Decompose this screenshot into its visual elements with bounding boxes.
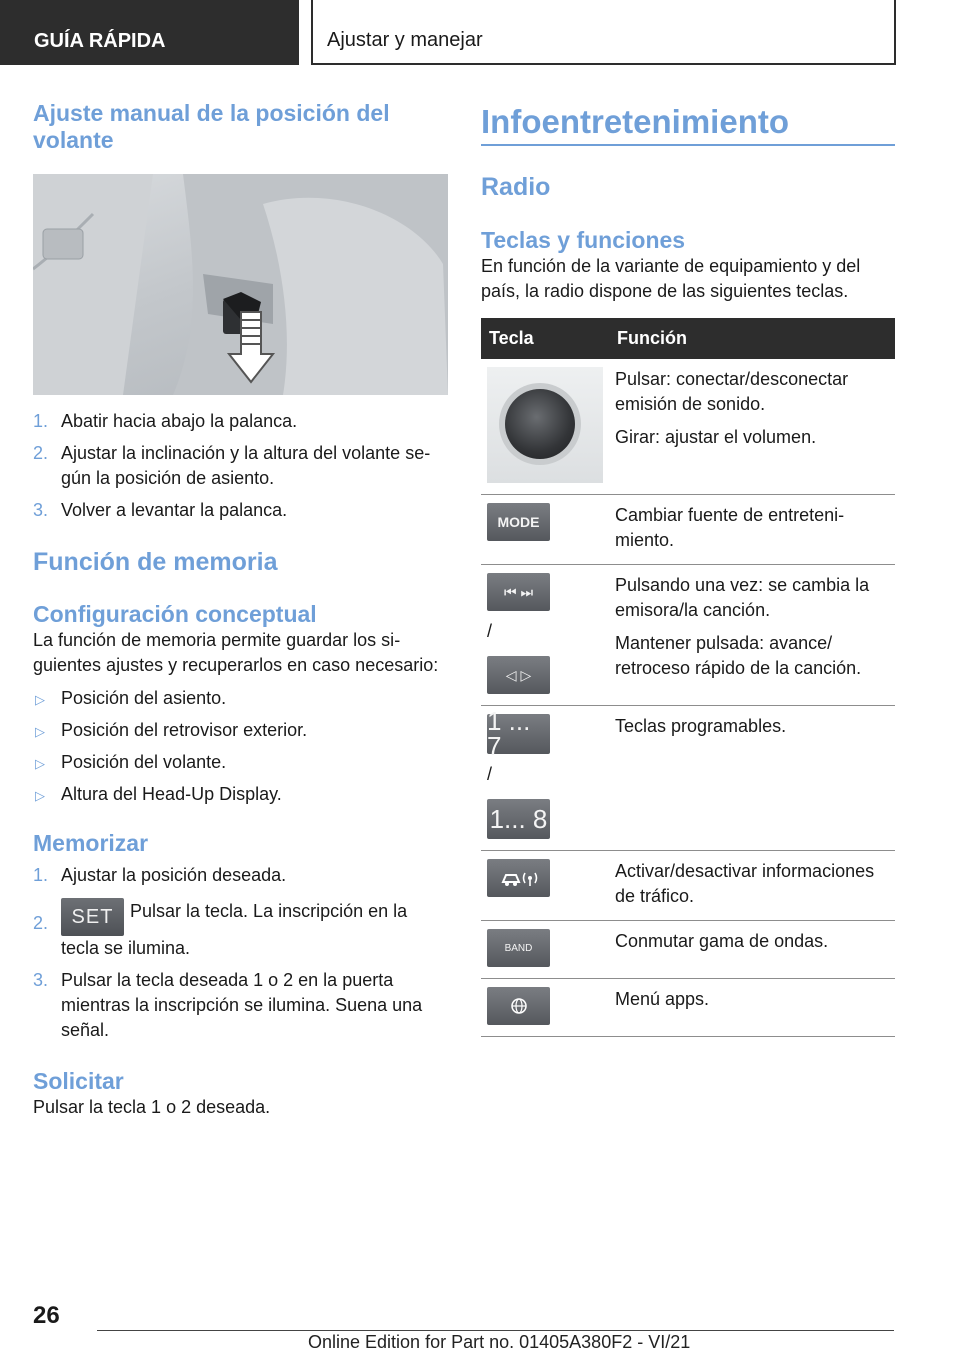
header-chapter: Ajustar y manejar [311,0,896,65]
step-text: Pulsar la tecla deseada 1 o 2 en la puerta mientras la inscripción se ilumina. Suena una señal. [61,970,423,1040]
function-text: Mantener pulsada: avance/ retroceso rápido de la canción. [615,633,862,678]
concept-text: La función de memoria permite guardar los siguientes ajustes y recuperarlos en caso necesario: [33,630,439,675]
item-text: Posición del volante. [61,752,227,772]
step-number: 1. [33,411,49,431]
volume-knob-icon [487,367,603,483]
list-item [33,409,448,434]
function-text: Teclas programables. [609,706,895,851]
list-item [33,863,448,888]
concept-items [33,686,448,807]
list-item [33,718,448,743]
keys-title: Teclas y funciones [481,227,686,253]
triangle-bullet-icon: ▷ [35,724,45,739]
function-text: Pulsar: conectar/desconectar emisión de sonido. [615,369,849,414]
preset-keys-7-icon: 1 ... 7 [487,714,550,754]
step-number: 1. [33,865,49,885]
step-number: 2. [33,913,49,933]
list-item [33,498,448,523]
keys-table [481,318,895,1037]
list-item [33,898,448,961]
traffic-info-icon [487,859,550,897]
mode-key-icon: MODE [487,503,550,541]
item-text: Altura del Head-Up Display. [61,784,282,804]
table-row [481,706,895,851]
step-number: 3. [33,500,49,520]
table-row [481,359,895,495]
table-header-row [481,318,895,359]
footer-edition: Online Edition for Part no. 01405A380F2 - VI/21 [308,1332,691,1352]
skip-keys-icon: ⏮ ⏭ [487,573,550,611]
table-row [481,979,895,1037]
column-header-function: Función [609,318,895,359]
right-column [481,100,895,1037]
list-item [33,782,448,807]
separator: / [487,621,493,641]
steering-lever-image [33,174,448,395]
list-item [33,968,448,1043]
table-row [481,565,895,706]
keys-intro: En función de la variante de equipamiento y del país, la radio dispone de las siguientes teclas. [481,256,861,301]
step-text: Volver a levantar la palanca. [61,500,288,520]
list-item [33,750,448,775]
item-text: Posición del retrovisor exterior. [61,720,308,740]
table-row [481,921,895,979]
separator: / [487,764,493,784]
step-text: Pulsar la tecla. La inscripción en la tecla se ilumina. [61,901,408,958]
table-row [481,495,895,565]
apps-globe-icon [487,987,550,1025]
triangle-bullet-icon: ▷ [35,692,45,707]
steering-title: Ajuste manual de la posición del volante [33,100,390,153]
function-text: Activar/desactivar informaciones de tráfico. [609,851,895,921]
left-column [33,100,448,1120]
concept-title: Configuración conceptual [33,601,317,627]
item-text: Posición del asiento. [61,688,227,708]
recall-text: Pulsar la tecla 1 o 2 deseada. [33,1097,271,1117]
step-number: 2. [33,443,49,463]
page-number: 26 [33,1302,60,1329]
recall-title: Solicitar [33,1068,124,1094]
triangle-bullet-icon: ▷ [35,756,45,771]
function-text: Pulsando una vez: se cambia la emisora/la canción. [615,575,870,620]
arrow-keys-icon: ◁ ▷ [487,656,550,694]
step-text: Ajustar la inclinación y la altura del volante según la posición de asiento. [61,443,431,488]
header-section: GUÍA RÁPIDA [0,0,299,65]
steering-lever-illustration [33,174,448,395]
store-steps [33,863,448,1043]
step-number: 3. [33,970,49,990]
list-item [33,686,448,711]
column-header-key: Tecla [481,318,609,359]
set-key-icon: SET [61,898,124,936]
footer-divider [97,1330,894,1331]
preset-keys-8-icon: 1... 8 [487,799,550,839]
steering-steps [33,409,448,523]
step-text: Ajustar la posición deseada. [61,865,287,885]
function-text: Girar: ajustar el volumen. [615,427,817,447]
infotainment-title: Infoentretenimiento [481,100,895,146]
list-item [33,441,448,491]
band-key-icon: BAND [487,929,550,967]
function-text: Menú apps. [609,979,895,1037]
store-title: Memorizar [33,830,149,856]
function-text: Cambiar fuente de entretenimiento. [609,495,895,565]
radio-title: Radio [481,173,551,201]
function-text: Conmutar gama de ondas. [609,921,895,979]
step-text: Abatir hacia abajo la palanca. [61,411,298,431]
table-row [481,851,895,921]
triangle-bullet-icon: ▷ [35,788,45,803]
memory-title: Función de memoria [33,548,278,576]
